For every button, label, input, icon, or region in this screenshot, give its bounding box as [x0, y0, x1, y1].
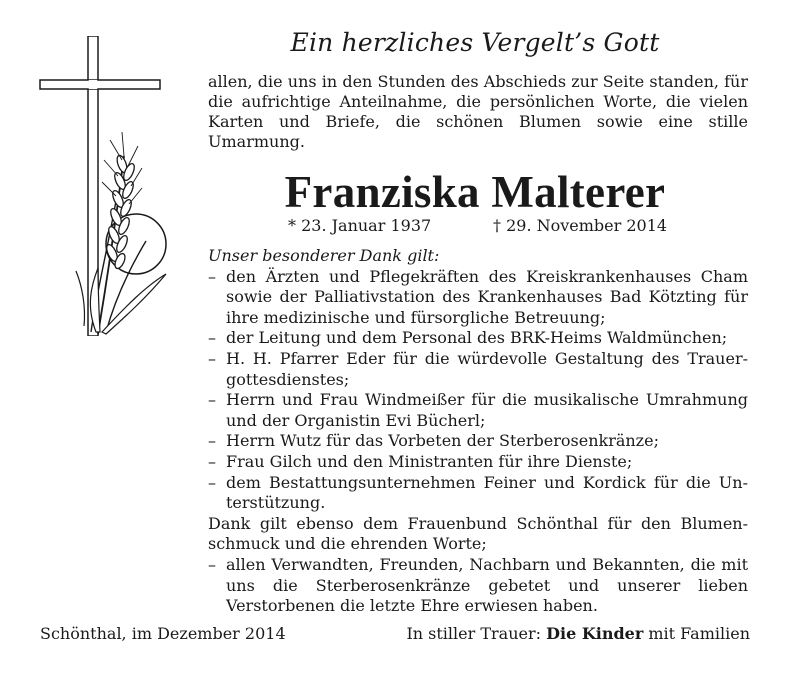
thanks-item — [208, 452, 748, 473]
thanks-item-text: Frau Gilch und den Ministranten für ihre Dienste; — [226, 451, 633, 471]
thanks-item — [208, 390, 748, 431]
thanks-item — [208, 431, 748, 452]
dash-marker: – — [208, 328, 216, 348]
thanks-item — [208, 349, 748, 390]
mourning-prefix: In stiller Trauer: — [406, 624, 542, 643]
thanks-item — [208, 267, 748, 329]
thanks-item — [208, 473, 748, 514]
mourners-name: Die Kinder — [546, 624, 644, 643]
dash-marker: – — [208, 390, 216, 410]
place-date: Schönthal, im Dezember 2014 — [40, 624, 286, 643]
dash-marker: – — [208, 431, 216, 451]
thanks-item-text: Herrn und Frau Windmeißer für die musikalische Umrahmung und der Organistin Evi Bücherl; — [226, 390, 748, 430]
dash-marker: – — [208, 451, 216, 471]
thanks-item-text: dem Bestattungsunternehmen Feiner und Kordick für die Unterstützung. — [226, 472, 748, 513]
thanks-section — [208, 246, 748, 617]
thanks-item-text: den Ärzten und Pflegekräften des Kreiskrankenhauses Cham sowie der Palliativstation des Krankenhauses Bad Kötzting für ihre medizinische und fürsorgliche Betreuung; — [226, 266, 748, 327]
thanks-item-final — [208, 555, 748, 617]
dash-marker: – — [208, 348, 216, 368]
deceased-name: Franziska Malterer — [284, 167, 666, 217]
thanks-heading: Ein herzliches Vergelt’s Gott — [290, 28, 660, 57]
thanks-item-text: allen Verwandten, Freunden, Nachbarn und Bekannten, die mit uns die Sterberosenkränze gebetet und unserer lieben Verstorbenen die letzte Ehre erwiesen haben. — [226, 554, 748, 616]
thanks-item — [208, 328, 748, 349]
dash-marker: – — [208, 266, 216, 286]
thanks-item-text: der Leitung und dem Personal des BRK-Heims Waldmünchen; — [226, 328, 728, 348]
intro-text: allen, die uns in den Stunden des Abschieds zur Seite standen, für die aufrichtige Anteilnahme, die persönlichen Worte, die vielen Karten und Briefe, die schönen Blumen sowie eine stille Umarmung. — [208, 72, 748, 151]
thanks-item-text: Herrn Wutz für das Vorbeten der Sterberosenkränze; — [226, 431, 659, 451]
dash-marker: – — [208, 554, 216, 574]
thanks-item-text: H. H. Pfarrer Eder für die würdevolle Gestaltung des Trauergottesdienstes; — [226, 348, 748, 389]
birth-date: * 23. Januar 1937 — [288, 216, 432, 235]
mourners-line — [406, 624, 750, 643]
death-date: † 29. November 2014 — [493, 216, 668, 235]
frauenbund-thanks: Dank gilt ebenso dem Frauenbund Schönthal für den Blumenschmuck und die ehrenden Worte; — [208, 513, 748, 554]
mourning-suffix: mit Familien — [648, 624, 750, 643]
dash-marker: – — [208, 472, 216, 492]
cross-with-wheat-icon — [36, 36, 186, 336]
thanks-lead: Unser besonderer Dank gilt: — [208, 246, 440, 265]
